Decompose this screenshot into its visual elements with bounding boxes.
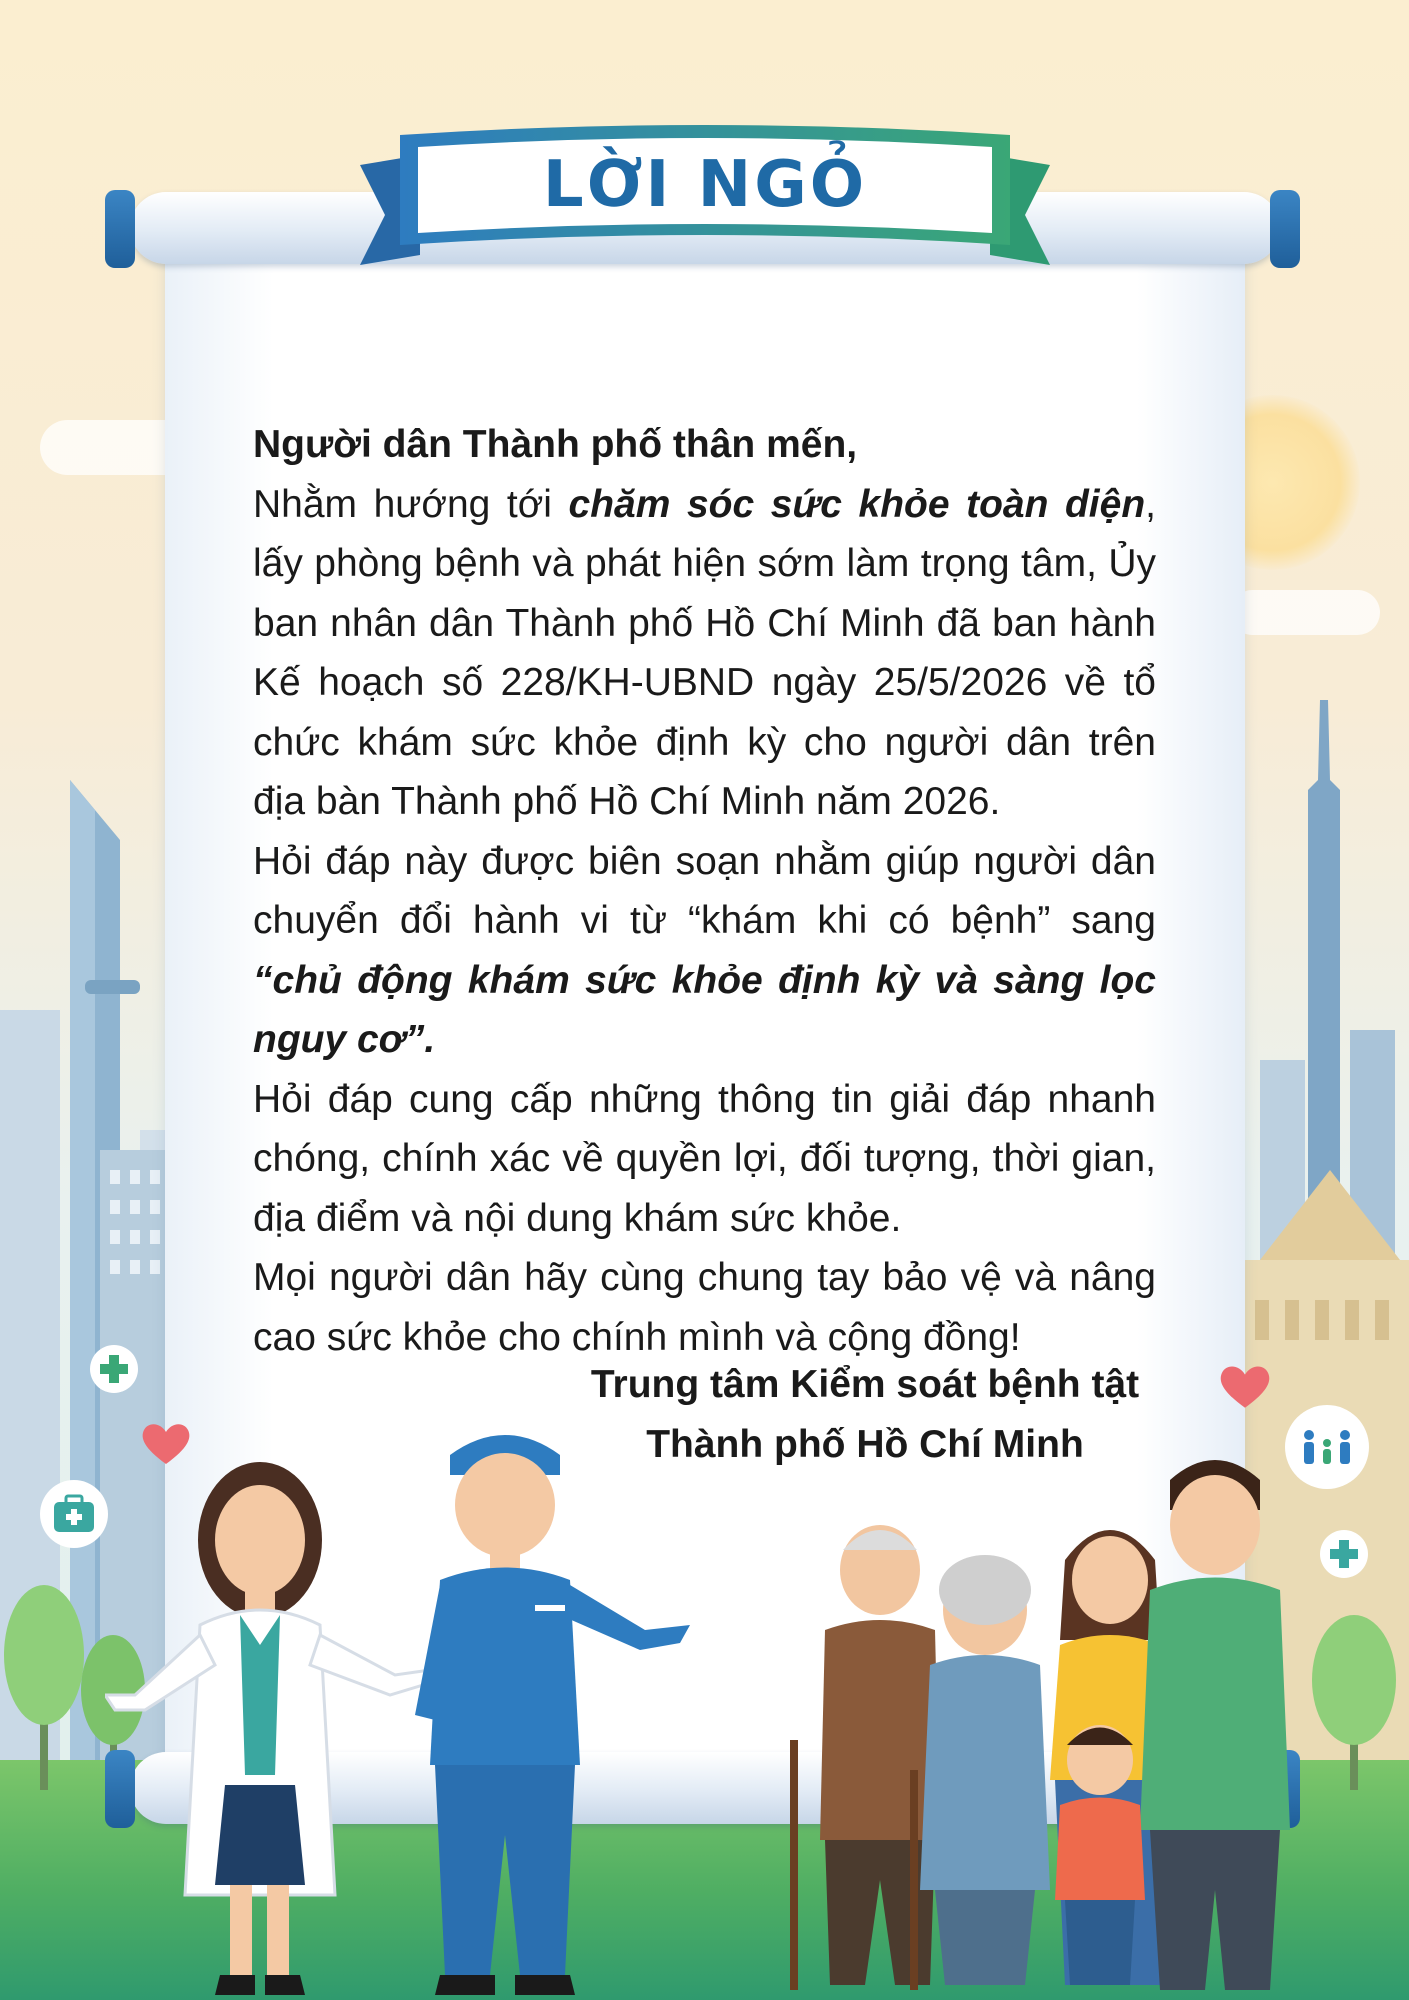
- tree-icon: [1290, 1600, 1409, 1790]
- cloud: [1230, 590, 1380, 635]
- paragraph-plan: [253, 475, 1156, 832]
- heart-icon: [1218, 1362, 1272, 1410]
- scroll-top-cap-left: [105, 190, 135, 268]
- medical-cross-icon: [1320, 1530, 1368, 1578]
- paragraph-purpose: [253, 832, 1156, 1070]
- paragraph-purpose-emphasis: “chủ động khám sức khỏe định kỳ và sàng lọc nguy cơ”.: [253, 958, 1156, 1061]
- paragraph-info: Hỏi đáp cung cấp những thông tin giải đáp nhanh chóng, chính xác về quyền lợi, đối tượng, thời gian, địa điểm và nội dung khám sức khỏe.: [253, 1077, 1156, 1240]
- medical-cross-icon: [90, 1345, 138, 1393]
- medical-kit-icon: [40, 1480, 108, 1548]
- signature-line-city: Thành phố Hồ Chí Minh: [646, 1423, 1084, 1466]
- doctor-illustration: [105, 1445, 435, 2000]
- greeting: Người dân Thành phố thân mến,: [253, 423, 858, 466]
- paragraph-plan-lead: Nhằm hướng tới: [253, 482, 569, 526]
- family-illustration: [765, 1440, 1300, 2000]
- signature-line-organization: Trung tâm Kiểm soát bệnh tật: [590, 1363, 1140, 1406]
- medic-illustration: [395, 1415, 695, 2000]
- scroll-top-cap-right: [1270, 190, 1300, 268]
- paragraph-purpose-lead: Hỏi đáp này được biên soạn nhằm giúp người dân chuyển đổi hành vi từ “khám khi có bệnh” sang: [253, 839, 1156, 942]
- letter-body: [253, 415, 1156, 1367]
- paragraph-plan-rest: , lấy phòng bệnh và phát hiện sớm làm trọng tâm, Ủy ban nhân dân Thành phố Hồ Chí Minh đã ban hành Kế hoạch số 228/KH-UBND ngày 25/5/2026 về tổ chức khám sức khỏe định kỳ cho người dân trên địa bàn Thành phố Hồ Chí Minh năm 2026.: [253, 482, 1157, 823]
- paragraph-plan-emphasis: chăm sóc sức khỏe toàn diện: [568, 482, 1146, 526]
- page-title: LỜI NGỎ: [542, 148, 868, 222]
- paragraph-call-to-action: Mọi người dân hãy cùng chung tay bảo vệ và nâng cao sức khỏe cho chính mình và cộng đồng!: [253, 1256, 1156, 1359]
